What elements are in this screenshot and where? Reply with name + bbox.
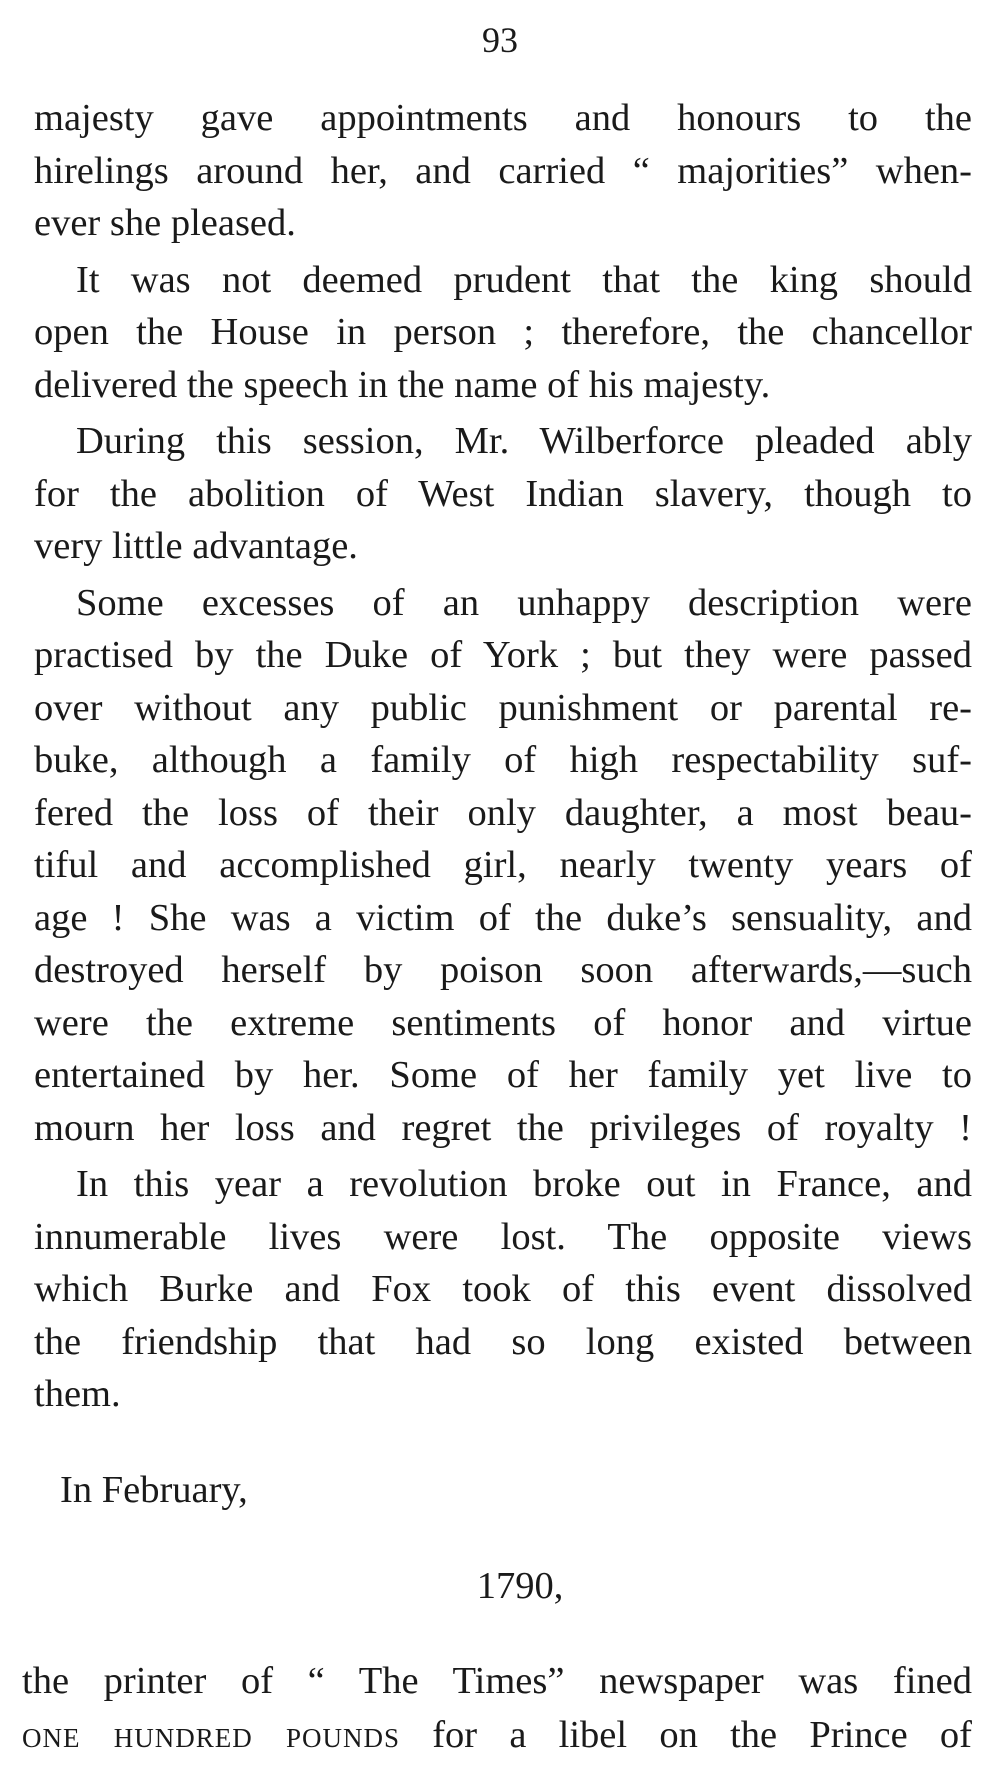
text-line: tiful and accomplished girl, nearly twenty years of bbox=[34, 844, 972, 886]
smallcaps-amount: one hundred pounds bbox=[22, 1714, 400, 1756]
text-line: hirelings around her, and carried “ majorities” when- bbox=[34, 149, 972, 192]
text-line: mourn her loss and regret the privileges of royalty ! bbox=[34, 1106, 972, 1149]
text-line: for the abolition of West Indian slavery, though to bbox=[34, 472, 972, 515]
text-fragment: for a libel on the Prince of bbox=[399, 1714, 972, 1756]
text-line: open the House in person ; therefore, the chancellor bbox=[34, 311, 972, 353]
continuing-text bbox=[22, 1654, 972, 1762]
text-line: destroyed herself by poison soon afterwards,—such bbox=[34, 949, 972, 991]
text-line: the printer of “ The Times” newspaper was fined bbox=[22, 1660, 972, 1702]
text-line: ever she pleased. bbox=[34, 202, 296, 244]
paragraph-1 bbox=[34, 92, 972, 250]
text-line: age ! She was a victim of the duke’s sensuality, and bbox=[34, 896, 972, 939]
text-line: entertained by her. Some of her family yet live to bbox=[34, 1054, 972, 1096]
year-heading: 1790, bbox=[476, 1565, 564, 1607]
text-line: practised by the Duke of York ; but they were passed bbox=[34, 634, 972, 676]
text-line: them. bbox=[34, 1373, 121, 1415]
paragraph-2 bbox=[34, 254, 972, 412]
text-line: delivered the speech in the name of his majesty. bbox=[34, 363, 771, 406]
text-line: buke, although a family of high respectability suf- bbox=[34, 739, 972, 781]
text-line: innumerable lives were lost. The opposite views bbox=[34, 1215, 972, 1258]
body-text bbox=[34, 92, 972, 1421]
text-line: the friendship that had so long existed between bbox=[34, 1320, 972, 1363]
text-line: In this year a revolution broke out in France, and bbox=[76, 1163, 972, 1205]
paragraph-4 bbox=[34, 577, 972, 1155]
paragraph-5 bbox=[34, 1158, 972, 1421]
text-line: which Burke and Fox took of this event dissolved bbox=[34, 1268, 972, 1310]
text-line: Some excesses of an unhappy description were bbox=[76, 581, 972, 624]
paragraph-3 bbox=[34, 415, 972, 573]
page-number: 93 bbox=[482, 20, 518, 60]
text-line: very little advantage. bbox=[34, 525, 358, 567]
text-line: were the extreme sentiments of honor and virtue bbox=[34, 1001, 972, 1044]
text-line: fered the loss of their only daughter, a most beau- bbox=[34, 791, 972, 834]
text-line: It was not deemed prudent that the king should bbox=[76, 258, 972, 301]
section-lead-in: In February, bbox=[60, 1469, 248, 1511]
text-line bbox=[22, 1708, 972, 1762]
text-line: over without any public punishment or parental re- bbox=[34, 686, 972, 729]
text-line: During this session, Mr. Wilberforce pleaded ably bbox=[76, 420, 972, 462]
text-line: majesty gave appointments and honours to the bbox=[34, 97, 972, 139]
